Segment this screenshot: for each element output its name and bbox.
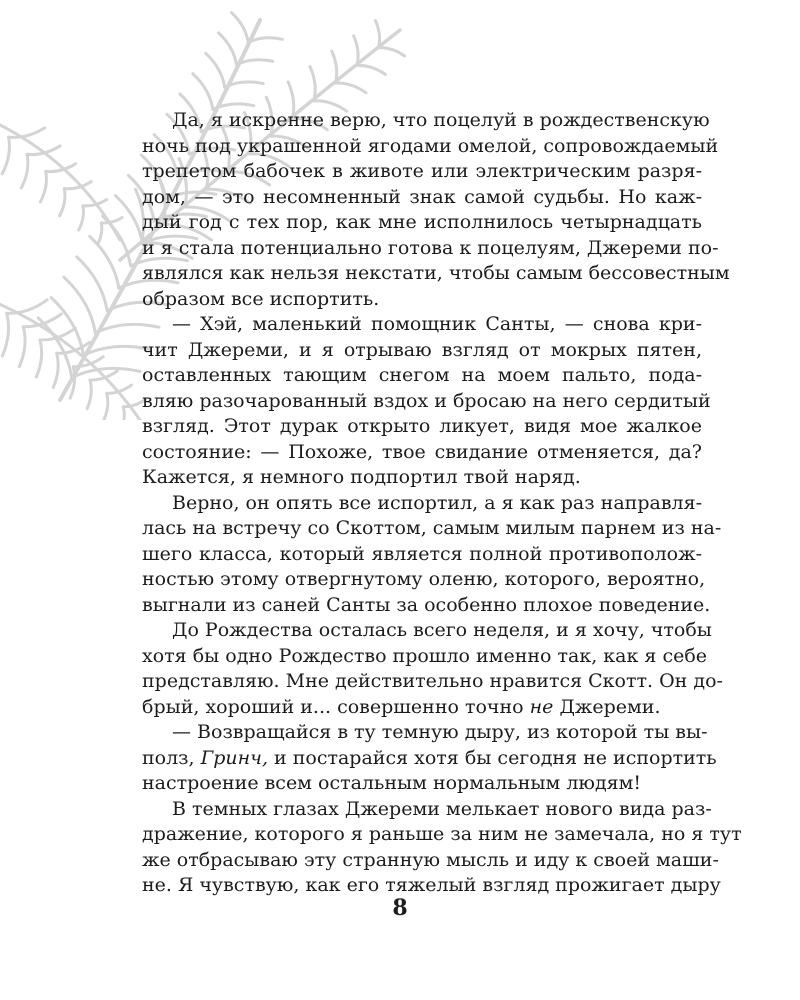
text-line: — Хэй, маленький помощник Санты, — снова кри- [172, 313, 702, 335]
text-line: состояние: — Похоже, твое свидание отменяется, да? [142, 440, 702, 463]
text-line: образом все испортить. [142, 287, 380, 310]
text-line: оставленных тающим снегом на моем пальто, пода- [142, 364, 702, 386]
text-line: брый, хороший и... совершенно точно не Джереми. [142, 695, 661, 718]
text-line: не. Я чувствую, как его тяжелый взгляд прожигает дыру [142, 874, 721, 896]
text-line: Да, я искренне верю, что поцелуй в рождественскую [172, 109, 710, 131]
text-line: шего класса, который является полной противополож- [142, 542, 702, 565]
text-line: дом, — это несомненный знак самой судьбы. Но каж- [142, 185, 702, 208]
text-line: представляю. Мне действительно нравится Скотт. Он до- [142, 670, 723, 692]
page-number: 8 [392, 895, 408, 921]
text-line: хотя бы одно Рождество прошло именно так, как я себе [142, 644, 708, 667]
text-line: — Возвращайся в ту темную дыру, из которой ты вы- [172, 721, 708, 743]
text-line: трепетом бабочек в животе или электрическим разря- [142, 160, 702, 182]
text-line: и я стала потенциально готова к поцелуям, Джереми по- [142, 236, 719, 259]
text-line: выгнали из саней Санты за особенно плохое поведение. [142, 593, 711, 616]
text-line: чит Джереми, и я отрываю взгляд от мокрых пятен, [142, 338, 702, 361]
text-line: Верно, он опять все испортил, а я как раз направля- [172, 491, 702, 514]
body-text [142, 108, 742, 899]
text-line: настроение всем остальным нормальным людям! [142, 772, 642, 794]
text-line: ночь под украшенной ягодами омелой, сопровождаемый [142, 134, 719, 157]
text-line: ностью этому отвергнутому оленю, которого, вероятно, [142, 568, 706, 590]
text-line: полз, Гринч, и постарайся хотя бы сегодня не испортить [142, 746, 717, 769]
text-line: вляю разочарованный вздох и бросаю на него сердитый [142, 389, 711, 412]
emphasis-text: Гринч, [200, 746, 268, 769]
text-line: дый год с тех пор, как мне исполнилось четырнадцать [142, 211, 702, 233]
text-line: дражение, которого я раньше за ним не замечала, но я тут [142, 823, 742, 845]
text-line: взгляд. Этот дурак открыто ликует, видя мое жалкое [142, 415, 702, 437]
text-line: Кажется, я немного подпортил твой наряд. [142, 466, 581, 488]
emphasis-text: не [529, 695, 554, 718]
text-line: же отбрасываю эту странную мысль и иду к своей маши- [142, 848, 719, 871]
text-line: лась на встречу со Скоттом, самым милым парнем из на- [142, 517, 722, 539]
text-line: До Рождества осталась всего неделя, и я хочу, чтобы [172, 619, 712, 641]
text-line: В темных глазах Джереми мелькает нового вида раз- [172, 797, 712, 820]
text-line: являлся как нельзя некстати, чтобы самым бессовестным [142, 262, 730, 284]
